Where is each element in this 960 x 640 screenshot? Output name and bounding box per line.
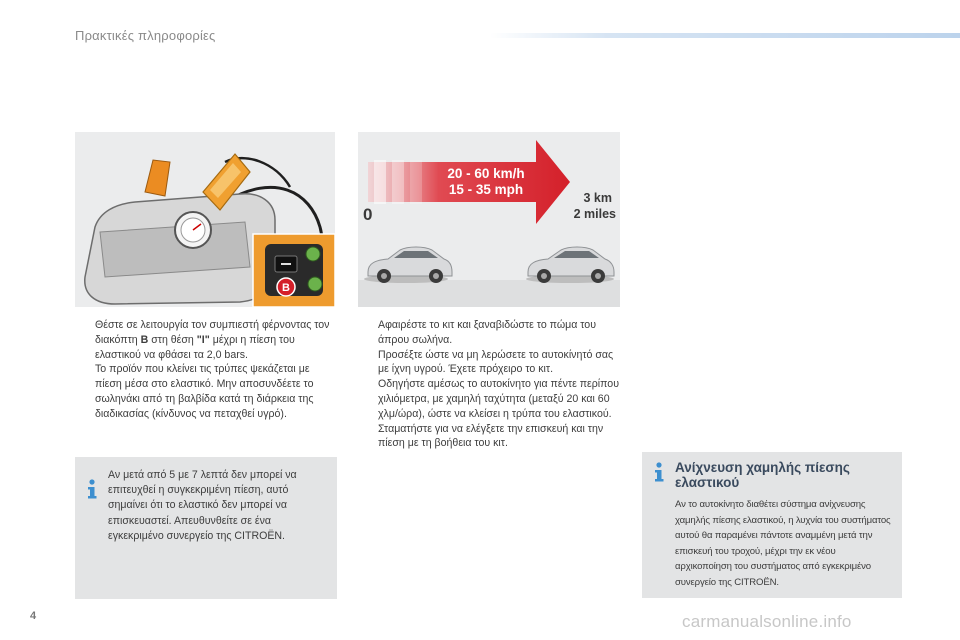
position-reference: "I" (196, 333, 210, 346)
speed-kmh-label: 20 - 60 km/h (447, 166, 525, 181)
step-text: Αφαιρέστε το κιτ και ξαναβιδώστε το πώμα του άπρου σωλήνα. (378, 319, 596, 346)
info-title: Ανίχνευση χαμηλής πίεσης ελαστικού (675, 460, 850, 490)
info-box-low-pressure-detection (642, 452, 902, 598)
step-start-compressor (75, 318, 337, 422)
arrow-stripe-1 (374, 160, 386, 204)
switch-reference: B (140, 333, 149, 346)
info-box-pressure-failure (75, 457, 337, 599)
header-gradient-bar (490, 33, 960, 38)
drive-speed-illustration (358, 132, 620, 307)
info-icon (653, 462, 665, 482)
step-text: Θέστε σε λειτουργία τον συμπιεστή φέρνοντας τον διακόπτη B στη θέση "I" μέχρι η πίεση του ελαστικού να φθάσει τα 2,0 bars. (95, 319, 330, 361)
step-note: Το προϊόν που κλείνει τις τρύπες ψεκάζεται με πίεση μέσα στο ελαστικό. Μην αποσυνδέετε το σωληνάκι από τη βαλβίδα κατά τη διάρκεια της διαδικασίας (κίνδυνος να πεταχθεί υγρό). (95, 363, 314, 420)
distance-km-label: 3 km (583, 191, 612, 205)
car-start (364, 247, 452, 283)
step-drive (358, 377, 623, 421)
label-b: B (282, 282, 290, 294)
sealant-bottle (145, 160, 170, 196)
speed-drawing (358, 132, 620, 307)
start-label: 0 (363, 205, 373, 224)
step-stop-check (358, 422, 623, 452)
car-end (526, 247, 614, 283)
arrow-stripe-2 (392, 160, 404, 204)
step-remove-kit (358, 318, 623, 377)
repair-kit-drawing (75, 132, 335, 307)
instructions-column-1 (75, 318, 337, 422)
section-title: Πρακτικές πληροφορίες (75, 28, 216, 43)
info-text: Αν μετά από 5 με 7 λεπτά δεν μπορεί να επιτευχθεί η συγκεκριμένη πίεση, αυτό σημαίνει ότι το ελαστικό δεν μπορεί να επισκευαστεί. Απευθυνθείτε σε ένα εγκεκριμένο συνεργείο της CITROËN. (108, 469, 297, 542)
switch-indicator-2 (308, 277, 322, 291)
page-number: 4 (30, 610, 37, 622)
distance-miles-label: 2 miles (573, 207, 616, 221)
info-text: Αν το αυτοκίνητο διαθέτει σύστημα ανίχνευσης χαμηλής πίεσης ελαστικού, η λυχνία του συστήματος αυτού θα παραμένει πάντοτε αναμμένη μετά την επισκευή του τροχού, μέχρι την εκ νέου αρχικοποίηση του συστήματος από εγκεκριμένο συνεργείο της CITROËN. (675, 499, 891, 588)
step-text: Σταματήστε για να ελέγξετε την επισκευή και την πίεση με τη βοήθεια του κιτ. (378, 422, 604, 450)
info-icon (86, 479, 98, 499)
road (358, 280, 620, 307)
repair-kit-illustration (75, 132, 335, 307)
speed-mph-label: 15 - 35 mph (448, 182, 524, 197)
arrow-stripe-3 (410, 160, 422, 204)
switch-indicator (306, 247, 320, 261)
instructions-column-2 (358, 318, 623, 451)
step-note: Προσέξτε ώστε να μη λερώσετε το αυτοκίνητό σας με ίχνη υγρού. Έχετε πρόχειρο το κιτ. (378, 348, 614, 376)
watermark: carmanualsonline.info (682, 612, 852, 631)
step-text: Οδηγήστε αμέσως το αυτοκίνητο για πέντε περίπου χιλιόμετρα, με χαμηλή ταχύτητα (μεταξύ 20 και 60 χλμ/ώρα), ώστε να κλείσει η τρύπα του ελαστικού. (378, 378, 619, 420)
